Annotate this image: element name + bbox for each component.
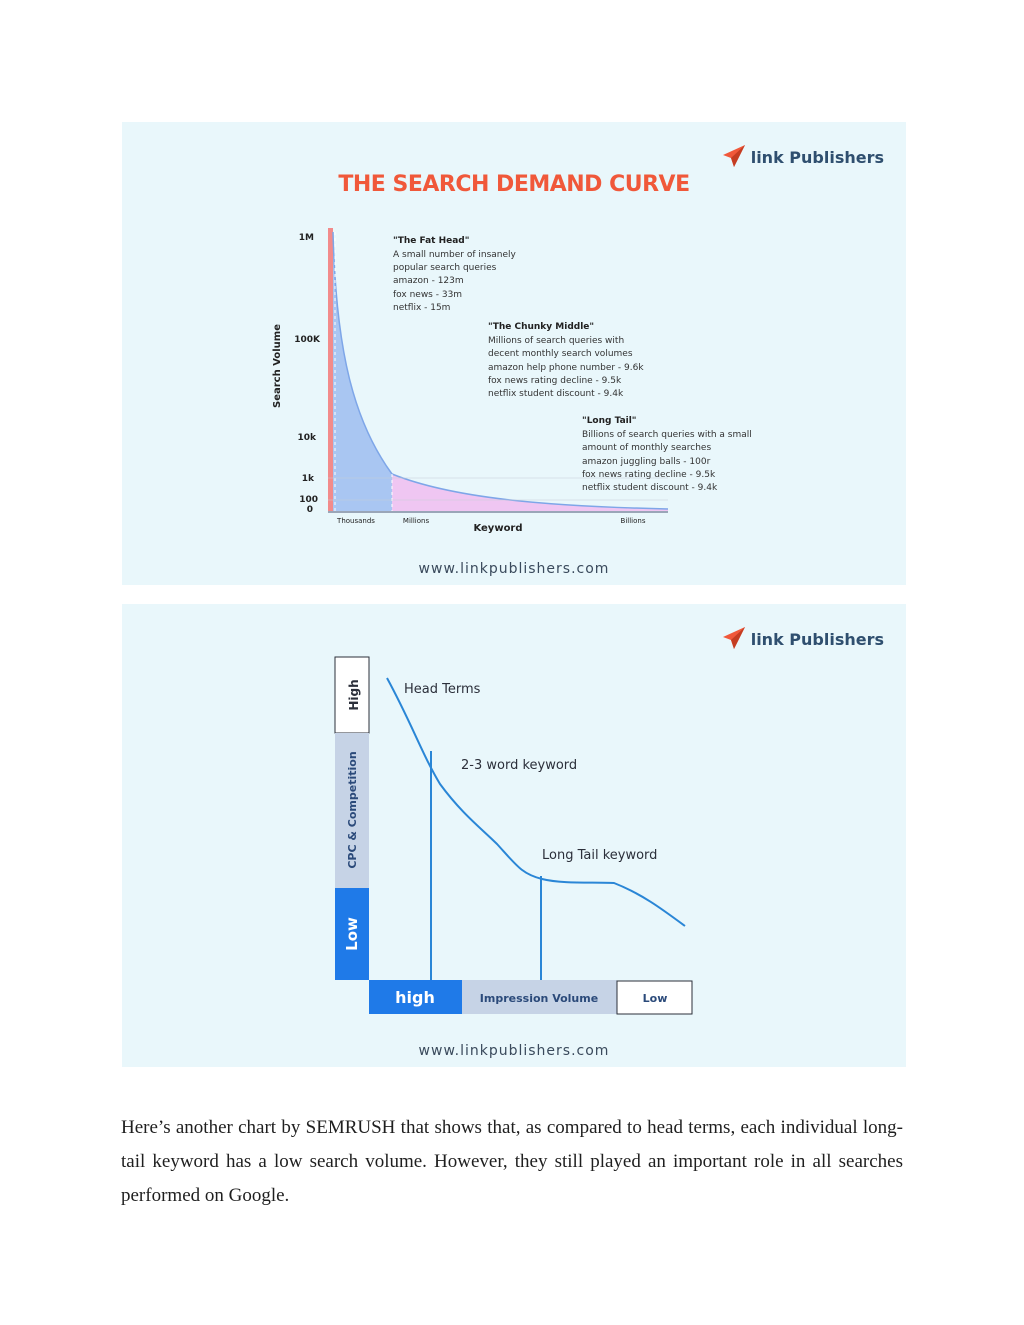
- annotation-line: fox news rating decline - 9.5k: [488, 376, 622, 386]
- y-tick: 10k: [297, 433, 316, 443]
- annotation-line: netflix - 15m: [393, 303, 451, 313]
- brand-name: link Publishers: [750, 629, 884, 649]
- x-axis-high-label: high: [395, 988, 435, 1007]
- x-axis-mid-label: Impression Volume: [479, 992, 599, 1005]
- keyword-impression-figure: [122, 604, 906, 1067]
- y-axis-label: Search Volume: [272, 323, 283, 409]
- annotation-line: netflix student discount - 9.4k: [488, 389, 624, 399]
- footer-url: www.linkpublishers.com: [418, 561, 610, 577]
- annotation-line: amazon help phone number - 9.6k: [488, 363, 644, 373]
- y-tick: 100K: [294, 335, 320, 345]
- y-axis-high-label: High: [347, 679, 361, 711]
- search-demand-curve-figure: [122, 122, 906, 585]
- long-tail-label: Long Tail keyword: [542, 848, 658, 863]
- mid-keyword-label: 2-3 word keyword: [461, 758, 578, 773]
- annotation-line: fox news rating decline - 9.5k: [582, 470, 716, 480]
- head-terms-label: Head Terms: [404, 682, 481, 697]
- x-axis-low-label: Low: [642, 992, 668, 1005]
- y-axis-mid-label: CPC & Competition: [346, 751, 359, 869]
- body-paragraph: Here’s another chart by SEMRUSH that shows that, as compared to head terms, each individual long-tail keyword has a low search volume. However, they still played an important role in all searches performed on Google.: [121, 1117, 903, 1206]
- footer-url: www.linkpublishers.com: [418, 1043, 610, 1059]
- y-axis-low-label: Low: [343, 917, 361, 951]
- fat-head-band: [328, 228, 333, 512]
- annotation-line: A small number of insanely: [393, 250, 516, 260]
- y-tick: 0: [306, 505, 313, 515]
- y-tick: 1k: [301, 474, 314, 484]
- annotation-heading: "The Chunky Middle": [488, 322, 595, 332]
- annotation-line: Billions of search queries with a small: [582, 430, 752, 440]
- x-tick: Thousands: [337, 517, 375, 525]
- brand-name: link Publishers: [750, 147, 884, 167]
- chunky-middle-annotation: [488, 322, 644, 399]
- fat-head-annotation: [393, 236, 517, 313]
- long-tail-annotation: [582, 416, 752, 493]
- x-tick: Billions: [620, 517, 646, 525]
- demand-curve-chart: [122, 122, 906, 585]
- x-tick: Millions: [402, 517, 430, 525]
- annotation-line: netflix student discount - 9.4k: [582, 483, 718, 493]
- annotation-line: popular search queries: [393, 263, 497, 273]
- annotation-line: Millions of search queries with: [488, 336, 625, 346]
- keyword-volume-chart: [122, 604, 906, 1067]
- annotation-line: amount of monthly searches: [582, 443, 712, 453]
- y-tick: 100: [299, 495, 318, 505]
- x-axis-label: Keyword: [473, 523, 523, 534]
- annotation-heading: "The Fat Head": [393, 236, 470, 246]
- y-tick: 1M: [298, 233, 314, 243]
- annotation-line: fox news - 33m: [393, 290, 463, 300]
- chart-title: THE SEARCH DEMAND CURVE: [338, 172, 690, 197]
- annotation-line: amazon - 123m: [393, 276, 464, 286]
- annotation-heading: "Long Tail": [582, 416, 637, 426]
- annotation-line: amazon juggling balls - 100r: [582, 457, 711, 467]
- chunky-middle-area: [333, 232, 392, 512]
- annotation-line: decent monthly search volumes: [488, 349, 633, 359]
